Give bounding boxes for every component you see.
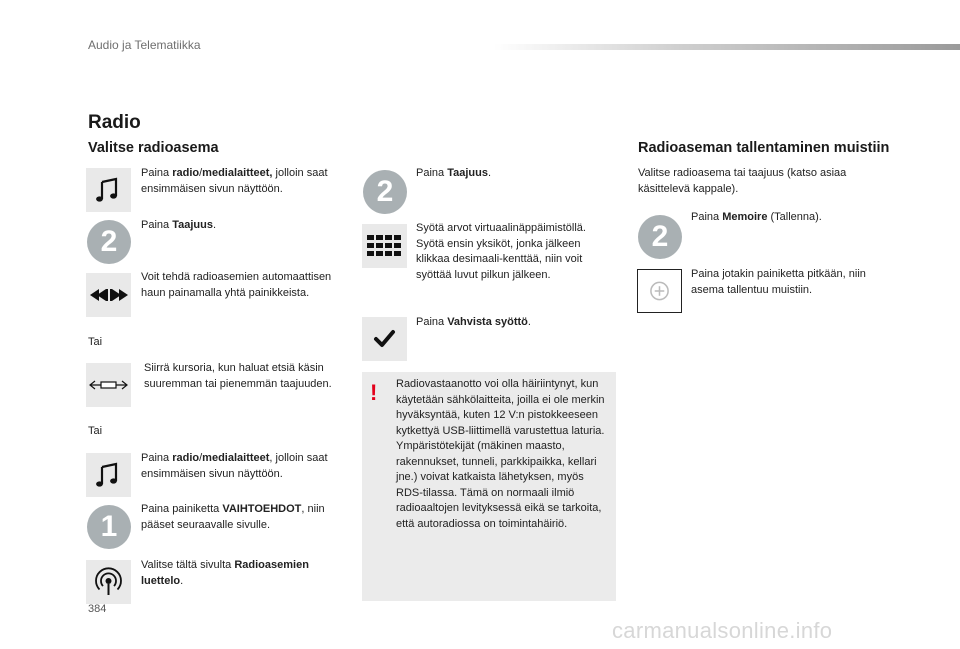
page-number: 384 bbox=[88, 603, 107, 615]
step-auto-search: Voit tehdä radioasemien automaattisen haun painamalla yhtä painikkeista. bbox=[141, 271, 332, 299]
warning-icon: ! bbox=[370, 380, 378, 405]
step-badge: 2 bbox=[638, 215, 682, 259]
running-header: Audio ja Telematiikka bbox=[88, 38, 201, 52]
step-press-frequency: Paina Taajuus. bbox=[141, 219, 217, 231]
frequency-slider-icon bbox=[86, 363, 131, 407]
step-long-press: Paina jotakin painiketta pitkään, niin asema tallentuu muistiin. bbox=[691, 268, 866, 296]
checkmark-icon bbox=[362, 317, 407, 361]
music-note-icon bbox=[86, 453, 131, 497]
step-press-memoire: Paina Memoire (Tallenna). bbox=[691, 211, 822, 223]
watermark: carmanualsonline.info bbox=[612, 618, 833, 643]
add-preset-icon bbox=[637, 269, 682, 313]
step-select-station-list: Valitse tältä sivulta Radioasemien luettelo. bbox=[141, 559, 309, 587]
seek-arrows-icon bbox=[86, 273, 131, 317]
step-badge: 2 bbox=[87, 220, 131, 264]
step-press-radio-media: Paina radio/medialaitteet, jolloin saat ensimmäisen sivun näyttöön. bbox=[141, 167, 328, 195]
or-text: Tai bbox=[88, 425, 103, 437]
page-title: Radio bbox=[88, 112, 141, 133]
step-badge: 1 bbox=[87, 505, 131, 549]
step-enter-values: Syötä arvot virtuaalinäppäimistöllä. Syötä ensin yksiköt, jonka jälkeen klikkaa desimaali-kenttää, niin voit syöttää luvut pilkun jälkeen. bbox=[416, 222, 586, 281]
step-press-frequency-2: Paina Taajuus. bbox=[416, 167, 492, 179]
or-text: Tai bbox=[88, 336, 103, 348]
warning-notice bbox=[362, 372, 616, 601]
section-title-select-station: Valitse radioasema bbox=[88, 140, 219, 156]
step-press-options: Paina painiketta VAIHTOEHDOT, niin pääset seuraavalle sivulle. bbox=[141, 503, 325, 531]
step-confirm-entry: Paina Vahvista syöttö. bbox=[416, 316, 531, 328]
header-rule bbox=[494, 44, 960, 50]
music-note-icon bbox=[86, 168, 131, 212]
keypad-icon bbox=[362, 224, 407, 268]
section-title-save-station: Radioaseman tallentaminen muistiin bbox=[638, 140, 890, 156]
step-badge: 2 bbox=[363, 170, 407, 214]
step-press-radio-media-2: Paina radio/medialaitteet, jolloin saat ensimmäisen sivun näyttöön. bbox=[141, 452, 328, 480]
notice-text: Radiovastaanotto voi olla häiriintynyt, kun käytetään sähkölaitteita, joilla ei ole merkin hyväksyntää, kuten 12 V:n pistokkeeseen kytkettyä USB-liittimellä varustettua laturia. Ympäristötekijät (mäkinen maasto, rakennukset, tunneli, parkkipaikka, kellari jne.) voivat katkaista lähetyksen, myös RDS-tilassa. Tämä on normaali ilmiö radioaaltojen levityksessä eikä se tarkoita, että autoradiossa on toimintahäiriö. bbox=[396, 378, 605, 530]
step-manual-tune: Siirrä kursoria, kun haluat etsiä käsin suuremman tai pienemmän taajuuden. bbox=[144, 362, 332, 390]
radio-signal-icon bbox=[86, 560, 131, 604]
intro-select-station: Valitse radioasema tai taajuus (katso asiaa käsittelevä kappale). bbox=[638, 167, 847, 195]
